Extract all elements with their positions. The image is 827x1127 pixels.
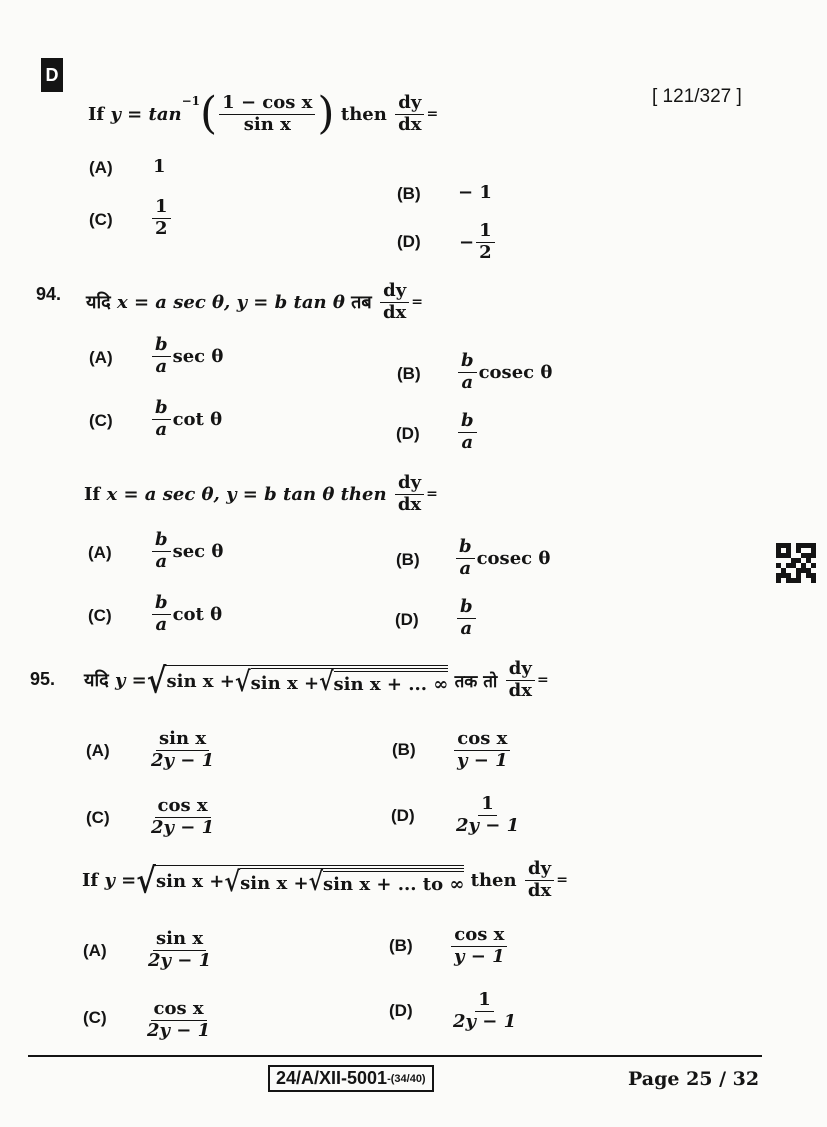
q94-english-stem: If x = a sec θ, y = b tan θ then $\frac{dy}{dx}$ =: [84, 472, 438, 515]
q95-hi-option-d-label[interactable]: (D): [391, 806, 415, 825]
q95-number: 95.: [30, 669, 56, 689]
q94-en-option-d-value: $\frac{b}{a}$: [457, 598, 476, 639]
q95-en-option-c-label[interactable]: (C): [83, 1008, 107, 1027]
q94-number: 94.: [36, 284, 62, 304]
q95-english-nested-radical: √ sin x + √ sin x + √ sin x + ... to ∞: [136, 861, 465, 903]
q94-hi-option-d-label[interactable]: (D): [396, 424, 420, 443]
q93-option-d-label[interactable]: (D): [397, 232, 421, 251]
footer-code: 24/A/XII-5001: [276, 1068, 388, 1088]
q94-hi-option-b-label[interactable]: (B): [397, 364, 421, 383]
q94-en-option-a-value: $\frac{b}{a}$ sec θ: [150, 531, 223, 572]
q93-option-b-label[interactable]: (B): [397, 184, 421, 203]
qr-module: [811, 578, 816, 583]
q94-hi-option-a-label[interactable]: (A): [89, 348, 113, 367]
q93-option-c-label[interactable]: (C): [89, 210, 113, 229]
q95-hi-option-c-label[interactable]: (C): [86, 808, 110, 827]
q94-hindi-stem: यदि x = a sec θ, y = b tan θ तब $\frac{dy}{dx}$ =: [86, 280, 424, 323]
q94-en-option-c-label[interactable]: (C): [88, 606, 112, 625]
q94-en-option-d-label[interactable]: (D): [395, 610, 419, 629]
q94-hi-option-c-value: $\frac{b}{a}$ cot θ: [150, 399, 222, 440]
q94-en-option-b-label[interactable]: (B): [396, 550, 420, 569]
qr-code: [776, 543, 816, 583]
q94-hi-option-b-value: $\frac{b}{a}$ cosec θ: [456, 352, 552, 393]
q95-hindi-dy-dx: $\frac{dy}{dx}$: [506, 660, 535, 701]
q95-nested-radical: √ sin x + √ sin x + √ sin x + ... ∞: [146, 661, 449, 703]
q95-hi-option-b-label[interactable]: (B): [392, 740, 416, 759]
footer-code-suffix: -(34/40): [387, 1072, 426, 1085]
q95-en-option-b-value: $\frac{\text{cos x}}{y - 1}$: [451, 926, 508, 967]
q94-hi-option-d-value: $\frac{b}{a}$: [458, 412, 477, 453]
footer-page-number: Page 25 / 32: [628, 1068, 760, 1090]
q95-en-option-c-value: $\frac{\text{cos x}}{2y - 1}$: [147, 998, 211, 1041]
q93-option-c-fraction: $\frac{1}{2}$: [152, 198, 171, 239]
q94-en-option-a-label[interactable]: (A): [88, 543, 112, 562]
q95-en-option-d-label[interactable]: (D): [389, 1001, 413, 1020]
footer-rule: [28, 1055, 762, 1057]
q93-stem: If y = tan $^{-1}$ ( $\frac{\text{1 − cos x}}{\text{sin x}}$ ) then $\frac{dy}{dx}$ =: [88, 88, 439, 139]
footer-code-box: [268, 1065, 434, 1092]
q95-hi-option-b-value: $\frac{\text{cos x}}{y - 1}$: [454, 730, 511, 771]
q95-english-stem: If y = √ sin x + √ sin x + √ sin x + ... to ∞ then $\frac{dy}{dx}$ =: [82, 858, 568, 903]
q93-option-a-label[interactable]: (A): [89, 158, 113, 177]
q94-hi-option-a-value: $\frac{b}{a}$ sec θ: [150, 336, 223, 377]
q94-en-option-c-value: $\frac{b}{a}$ cot θ: [150, 594, 222, 635]
q95-hi-option-c-value: $\frac{\text{cos x}}{2y - 1}$: [151, 795, 215, 838]
q95-hi-option-a-label[interactable]: (A): [86, 741, 110, 760]
q95-en-option-d-value: $\frac{1}{2y - 1}$: [453, 989, 517, 1032]
set-badge-letter: D: [45, 64, 59, 85]
q94-en-option-b-value: $\frac{b}{a}$ cosec θ: [454, 538, 550, 579]
q94-hi-option-c-label[interactable]: (C): [89, 411, 113, 430]
q95-en-option-a-label[interactable]: (A): [83, 941, 107, 960]
q93-dy-dx: $\frac{dy}{dx}$: [395, 94, 424, 135]
q95-hindi-stem: यदि y = √ sin x + √ sin x + √ sin x + ... ∞ तक तो $\frac{dy}{dx}$ =: [84, 658, 549, 703]
q94-hindi-dy-dx: $\frac{dy}{dx}$: [380, 282, 409, 323]
q95-en-option-a-value: $\frac{\text{sin x}}{2y - 1}$: [148, 928, 212, 971]
q95-hi-option-a-value: $\frac{\text{sin x}}{2y - 1}$: [151, 728, 215, 771]
q95-en-option-b-label[interactable]: (B): [389, 936, 413, 955]
q93-option-a-value: 1: [153, 156, 166, 177]
page-counter: [ 121/327 ]: [652, 86, 742, 107]
set-badge: [41, 58, 63, 92]
q94-english-dy-dx: $\frac{dy}{dx}$: [395, 474, 424, 515]
q95-english-dy-dx: $\frac{dy}{dx}$: [525, 860, 554, 901]
q93-option-d-value: − $\frac{1}{2}$: [459, 222, 497, 263]
q95-hi-option-d-value: $\frac{1}{2y - 1}$: [456, 793, 520, 836]
q93-option-b-value: − 1: [458, 182, 492, 203]
q93-stem-fraction: $\frac{\text{1 − cos x}}{\text{sin x}}$: [219, 94, 315, 135]
